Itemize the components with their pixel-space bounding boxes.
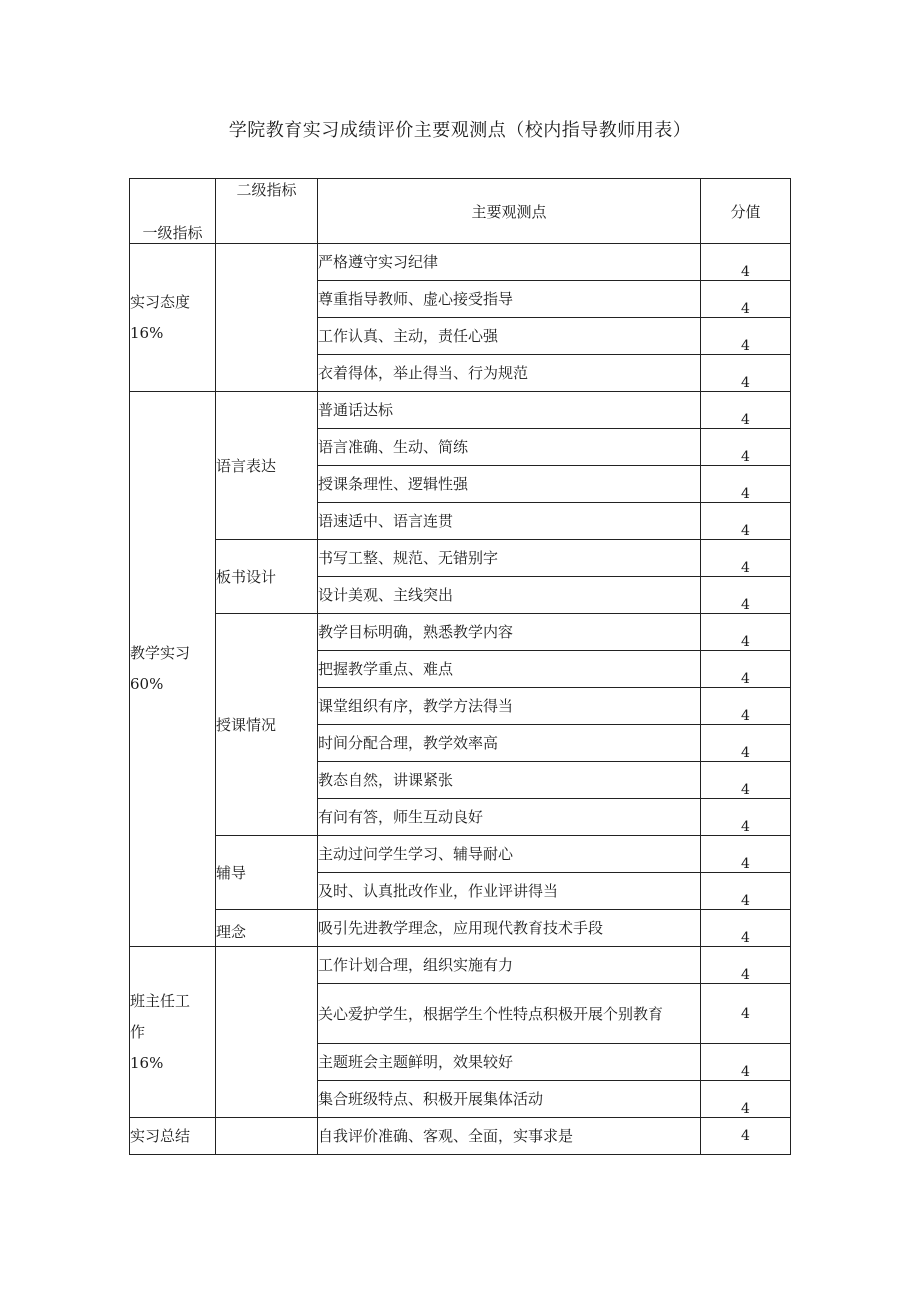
observation-point: 工作认真、主动，责任心强: [318, 318, 701, 355]
level1-teaching-weight: 60%: [130, 675, 164, 693]
table-row: [130, 392, 791, 429]
table-row: [130, 540, 791, 577]
score-cell: 4: [701, 688, 791, 725]
score-cell: 4: [701, 577, 791, 614]
score-cell: 4: [701, 799, 791, 836]
score-cell: 4: [701, 1044, 791, 1081]
level1-attitude: [130, 244, 216, 392]
observation-point: 语速适中、语言连贯: [318, 503, 701, 540]
observation-point: 吸引先进教学理念，应用现代教育技术手段: [318, 910, 701, 947]
observation-point: 关心爱护学生，根据学生个性特点积极开展个别教育: [318, 984, 701, 1044]
score-cell: 4: [701, 355, 791, 392]
table-row: [130, 947, 791, 984]
observation-point: 及时、认真批改作业，作业评讲得当: [318, 873, 701, 910]
score-cell: 4: [701, 466, 791, 503]
observation-point: 书写工整、规范、无错别字: [318, 540, 701, 577]
header-score: 分值: [701, 179, 791, 244]
observation-point: 授课条理性、逻辑性强: [318, 466, 701, 503]
level1-summary: 实习总结: [130, 1118, 216, 1155]
level2-lecture: 授课情况: [216, 614, 318, 836]
level1-teaching-name: 教学实习: [130, 644, 191, 662]
level2-empty: [216, 244, 318, 392]
level2-tutoring: 辅导: [216, 836, 318, 910]
observation-point: 语言准确、生动、简练: [318, 429, 701, 466]
table-row: [130, 614, 791, 651]
table-row: [130, 1118, 791, 1155]
header-level1: 一级指标: [130, 179, 216, 244]
score-cell: 4: [701, 984, 791, 1044]
observation-point: 教学目标明确，熟悉教学内容: [318, 614, 701, 651]
score-cell: 4: [701, 1118, 791, 1155]
table-row: [130, 836, 791, 873]
level1-homeroom-name: 班主任工: [130, 991, 191, 1010]
score-cell: 4: [701, 244, 791, 281]
observation-point: 自我评价准确、客观、全面，实事求是: [318, 1118, 701, 1155]
level1-teaching: [130, 392, 216, 947]
observation-point: 课堂组织有序，教学方法得当: [318, 688, 701, 725]
level1-attitude-weight: 16%: [130, 323, 164, 342]
score-cell: 4: [701, 1081, 791, 1118]
score-cell: 4: [701, 910, 791, 947]
table-row: [130, 910, 791, 947]
level1-homeroom-weight: 16%: [130, 1053, 164, 1072]
table-row: [130, 244, 791, 281]
observation-point: 工作计划合理，组织实施有力: [318, 947, 701, 984]
observation-point: 有问有答，师生互动良好: [318, 799, 701, 836]
score-cell: 4: [701, 540, 791, 577]
score-cell: 4: [701, 429, 791, 466]
score-cell: 4: [701, 392, 791, 429]
score-cell: 4: [701, 614, 791, 651]
observation-point: 时间分配合理，教学效率高: [318, 725, 701, 762]
observation-point: 主动过问学生学习、辅导耐心: [318, 836, 701, 873]
observation-point: 设计美观、主线突出: [318, 577, 701, 614]
observation-point: 衣着得体，举止得当、行为规范: [318, 355, 701, 392]
evaluation-table: [129, 178, 791, 1155]
observation-point: 集合班级特点、积极开展集体活动: [318, 1081, 701, 1118]
level2-board: 板书设计: [216, 540, 318, 614]
score-cell: 4: [701, 873, 791, 910]
score-cell: 4: [701, 503, 791, 540]
score-cell: 4: [701, 836, 791, 873]
page-title: 学院教育实习成绩评价主要观测点（校内指导教师用表）: [228, 120, 692, 141]
header-level2: 二级指标: [216, 179, 318, 244]
score-cell: 4: [701, 725, 791, 762]
level1-homeroom: [130, 947, 216, 1118]
header-points: 主要观测点: [318, 179, 701, 244]
table-header-row: [130, 179, 791, 244]
score-cell: 4: [701, 318, 791, 355]
observation-point: 主题班会主题鲜明，效果较好: [318, 1044, 701, 1081]
observation-point: 教态自然，讲课紧张: [318, 762, 701, 799]
score-cell: 4: [701, 762, 791, 799]
score-cell: 4: [701, 281, 791, 318]
level2-empty: [216, 947, 318, 1118]
observation-point: 尊重指导教师、虚心接受指导: [318, 281, 701, 318]
level2-empty: [216, 1118, 318, 1155]
observation-point: 把握教学重点、难点: [318, 651, 701, 688]
score-cell: 4: [701, 947, 791, 984]
observation-point: 严格遵守实习纪律: [318, 244, 701, 281]
level1-homeroom-name-cont: 作: [130, 1022, 146, 1041]
level2-language: 语言表达: [216, 392, 318, 540]
level2-concept: 理念: [216, 910, 318, 947]
score-cell: 4: [701, 651, 791, 688]
observation-point: 普通话达标: [318, 392, 701, 429]
level1-attitude-name: 实习态度: [130, 292, 191, 311]
